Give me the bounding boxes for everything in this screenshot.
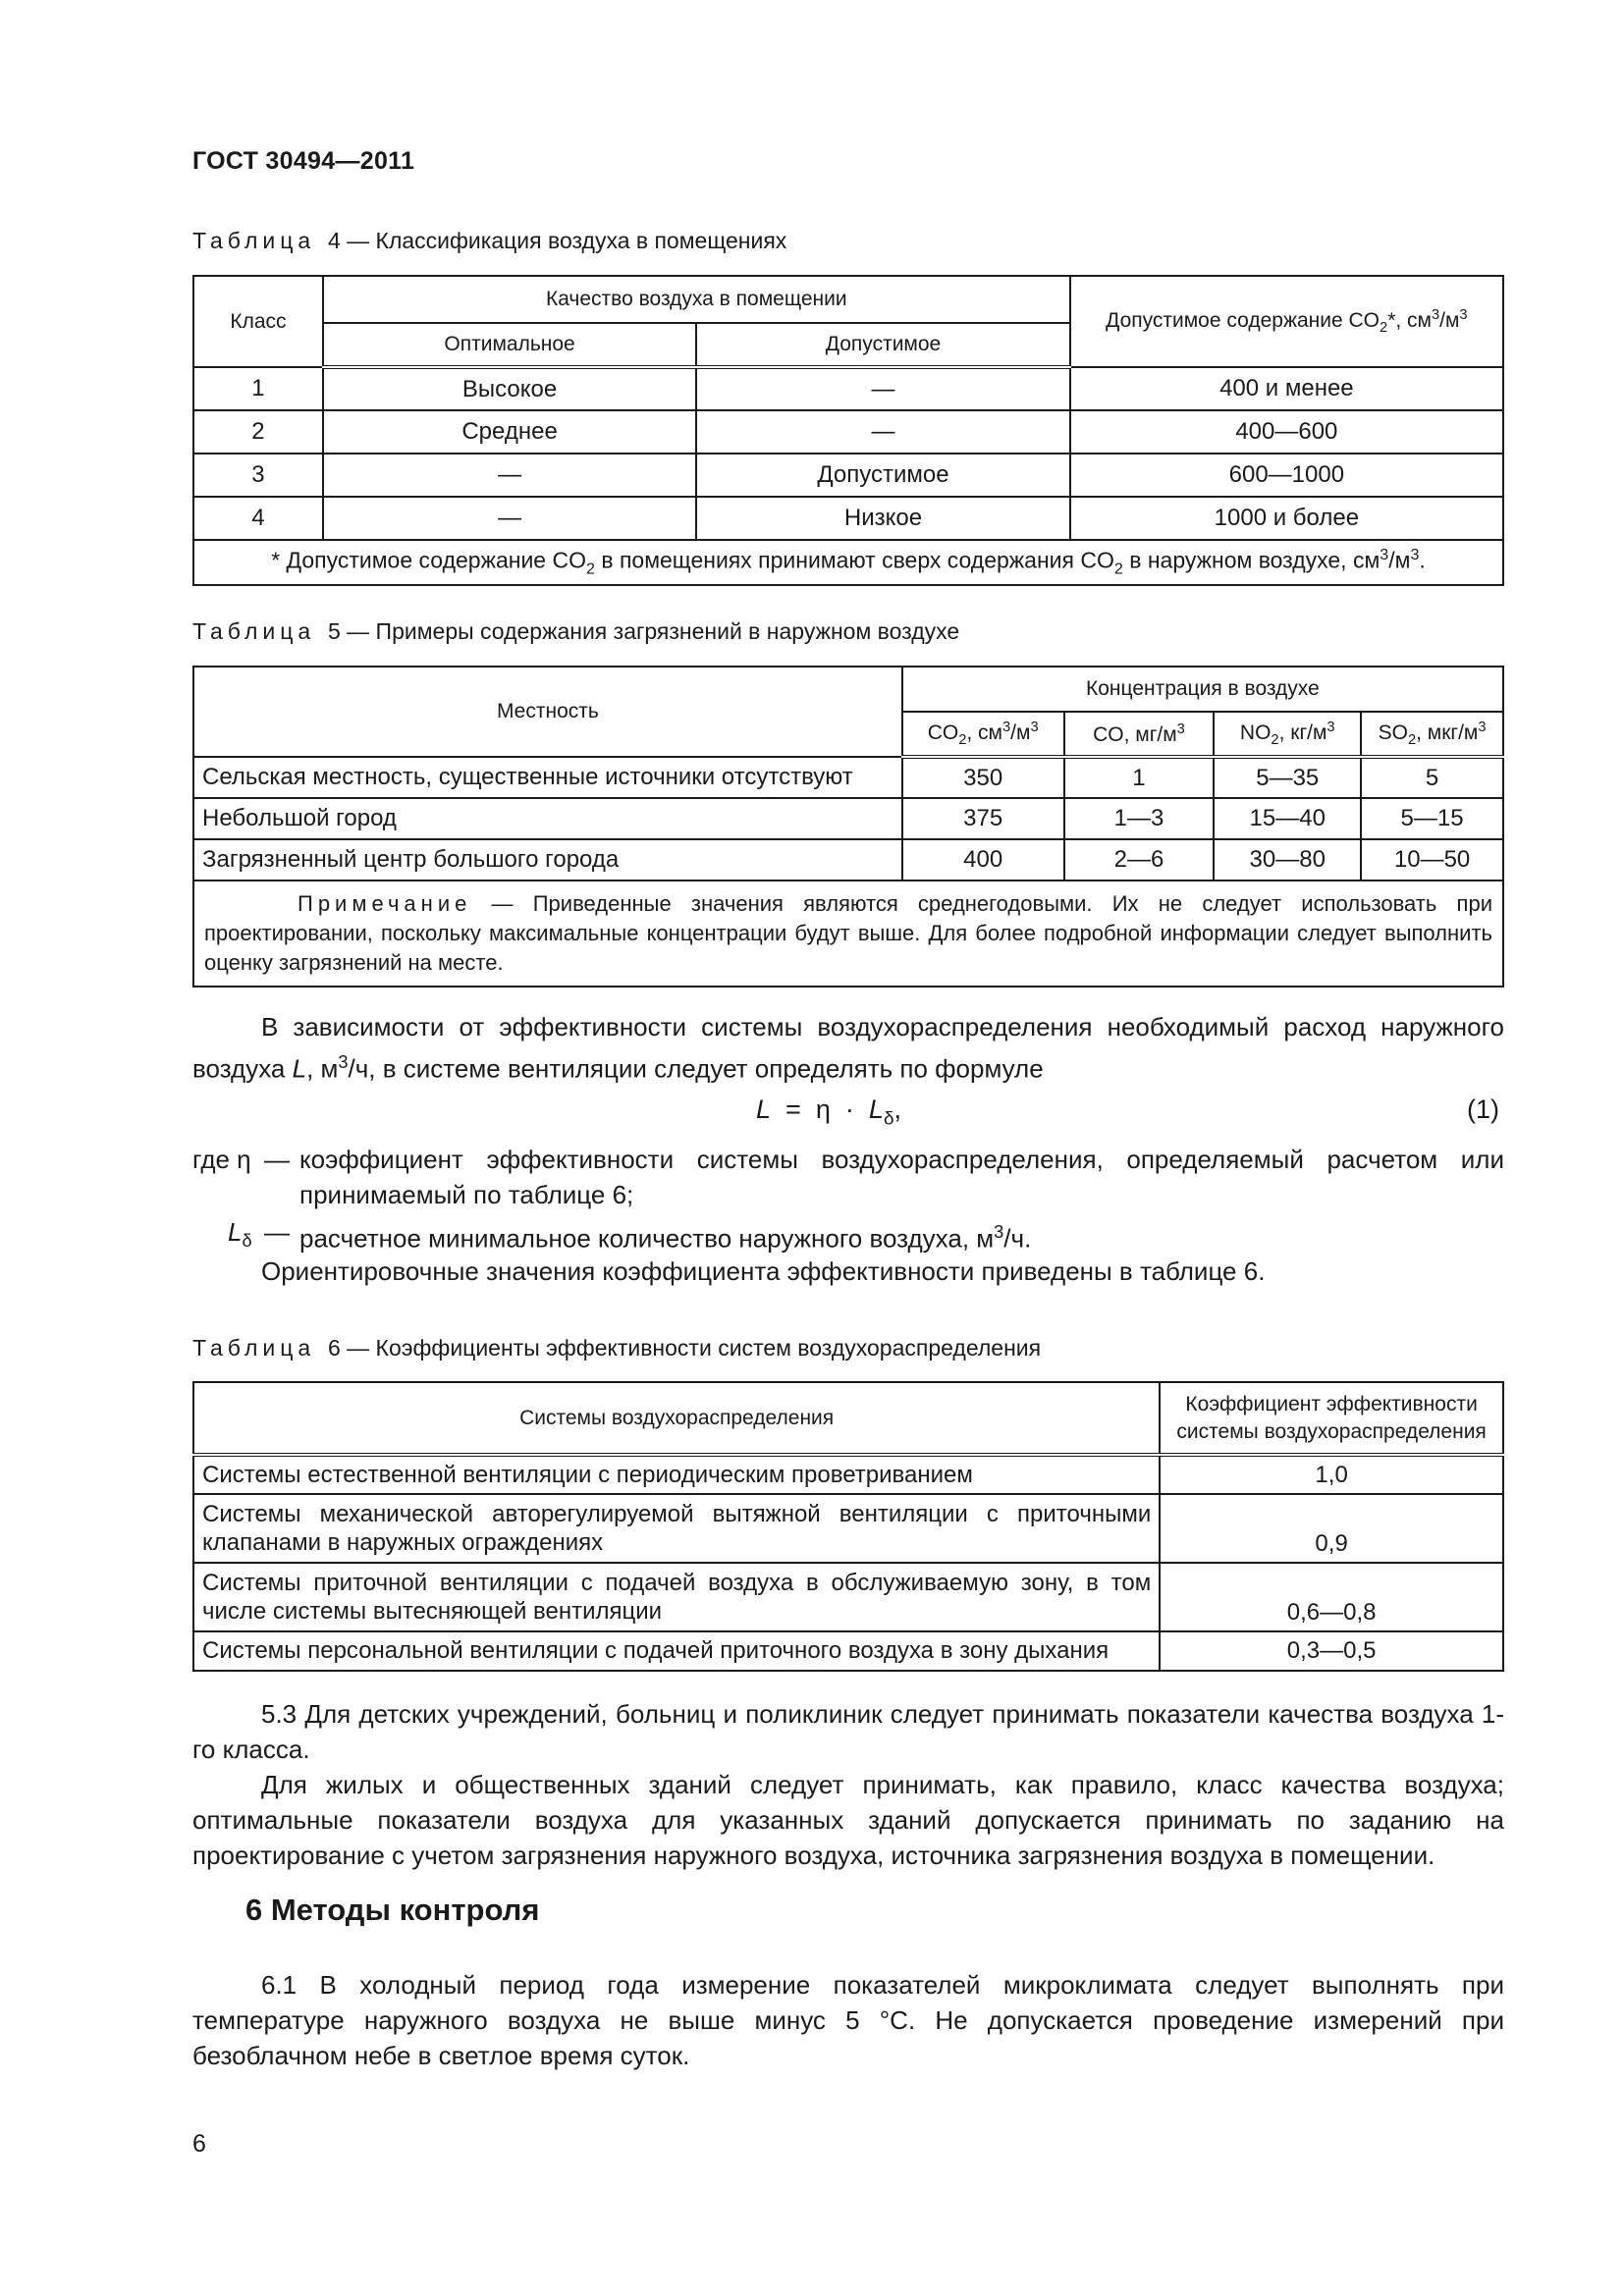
table5-head-locality: Местность — [193, 667, 902, 757]
table4-cell-optimal: Среднее — [323, 410, 696, 454]
table5-cell-co2: 375 — [902, 798, 1064, 839]
where-definition-eta: коэффициент эффективности системы воздухораспределения, определяемый расчетом или принимаемый по таблице 6; — [299, 1145, 1504, 1209]
where-dash-2: — — [264, 1217, 290, 1247]
table-row — [193, 798, 1503, 839]
paragraph-residential: Для жилых и общественных зданий следует принимать, как правило, класс качества воздуха; оптимальные показатели воздуха для указанных зданий допускается принимать по заданию на проектирование с учетом загрязнения наружного воздуха, источника загрязнения воздуха в помещении. — [192, 1770, 1504, 1870]
table4-cell-class: 3 — [193, 454, 323, 497]
table-row — [193, 839, 1503, 881]
table5-cell-no2: 5—35 — [1214, 757, 1361, 798]
document-code: ГОСТ 30494—2011 — [192, 147, 415, 175]
table5-cell-so2: 10—50 — [1361, 839, 1503, 881]
table5-note-text: — Приведенные значения являются среднегодовыми. Их не следует использовать при проектировании, поскольку максимальные концентрации будут выше. Для более подробной информации следует выполнить оценку загрязнений на месте. — [204, 891, 1492, 975]
table4-cell-optimal: Высокое — [323, 367, 696, 410]
paragraph-6-1: 6.1 В холодный период года измерение показателей микроклимата следует выполнять при температуре наружного воздуха не выше минус 5 °С. Не допускается проведение измерений при безоблачном небе в светлое время суток. — [192, 1970, 1504, 2070]
table4-head-optimal: Оптимальное — [323, 323, 696, 367]
table5-note — [193, 881, 1503, 987]
table-row — [193, 1494, 1503, 1563]
table4-cell-permissible: — — [696, 367, 1069, 410]
table6-cell-system: Системы естественной вентиляции с периодическим проветриванием — [193, 1455, 1160, 1494]
table6-head-systems: Системы воздухораспределения — [193, 1382, 1160, 1455]
table5-cell-co2: 350 — [902, 757, 1064, 798]
formula-intro-paragraph: В зависимости от эффективности системы воздухораспределения необходимый расход наружного воздуха L, $м^3/ч$, в системе вентиляции следует определять по формуле — [192, 1012, 1504, 1084]
table4-cell-class: 1 — [193, 367, 323, 410]
table4-caption-word: Таблица — [192, 228, 316, 253]
table4-caption — [192, 228, 786, 254]
table4-cell-class: 2 — [193, 410, 323, 454]
table6-cell-coefficient: 0,9 — [1160, 1494, 1503, 1563]
table6-cell-coefficient: 1,0 — [1160, 1455, 1503, 1494]
table4-cell-co2: 400 и менее — [1070, 367, 1503, 410]
table6-caption-word: Таблица — [192, 1335, 316, 1361]
table5-cell-co: 1 — [1064, 757, 1215, 798]
table-row — [193, 497, 1503, 540]
table4-cell-permissible: — — [696, 410, 1069, 454]
table4-footnote: * Допустимое содержание $CO_2$ в помещениях принимают сверх содержания $CO_2$ в наружном воздухе, $см^3/м^3$. — [193, 540, 1503, 585]
table5-note-word: Примечание — [298, 891, 472, 916]
table-row — [193, 757, 1503, 798]
where-lead: где η — [192, 1145, 251, 1174]
table-row — [193, 1563, 1503, 1631]
table4-head-quality: Качество воздуха в помещении — [323, 276, 1070, 323]
table5-head-co2: $CO_2$, $см^3/м^3$ — [902, 712, 1064, 757]
table5-head-so2: $SO_2$, мкг/$м^3$ — [1361, 712, 1503, 757]
where-symbol-l-delta: $L_\delta$ — [228, 1217, 252, 1252]
table5-cell-no2: 15—40 — [1214, 798, 1361, 839]
section-6-title: 6 Методы контроля — [245, 1893, 540, 1927]
table4-head-co2: Допустимое содержание $CO_2*$, $см^3/м^3$ — [1070, 276, 1503, 367]
table4-head-permissible: Допустимое — [696, 323, 1069, 367]
table4-caption-text: 4 — Классификация воздуха в помещениях — [327, 228, 787, 253]
paragraph-5-3: 5.3 Для детских учреждений, больниц и поликлиник следует принимать показатели качества воздуха 1-го класса. — [192, 1699, 1504, 1764]
table5-caption-word: Таблица — [192, 618, 316, 644]
table5-cell-co: 2—6 — [1064, 839, 1215, 881]
table5-head-co: CO, $мг/м^3$ — [1064, 712, 1215, 757]
table5-caption-text: 5 — Примеры содержания загрязнений в наружном воздухе — [327, 618, 960, 644]
table5-caption — [192, 618, 959, 645]
table5-cell-so2: 5 — [1361, 757, 1503, 798]
table6-head-coefficient: Коэффициент эффективности системы воздухораспределения — [1160, 1382, 1503, 1455]
table-row — [193, 1631, 1503, 1671]
table-row — [193, 367, 1503, 410]
formula-number: (1) — [1467, 1095, 1499, 1124]
table6-cell-coefficient: 0,3—0,5 — [1160, 1631, 1503, 1671]
table4-cell-co2: 1000 и более — [1070, 497, 1503, 540]
table6-caption-text: 6 — Коэффициенты эффективности систем воздухораспределения — [327, 1335, 1042, 1361]
table5-cell-place: Загрязненный центр большого города — [193, 839, 902, 881]
table6 — [192, 1381, 1504, 1672]
table4-cell-class: 4 — [193, 497, 323, 540]
table-row — [193, 410, 1503, 454]
table6-cell-system: Системы персональной вентиляции с подачей приточного воздуха в зону дыхания — [193, 1631, 1160, 1671]
table5-cell-place: Небольшой город — [193, 798, 902, 839]
table4 — [192, 275, 1504, 586]
table6-cell-system: Системы приточной вентиляции с подачей воздуха в обслуживаемую зону, в том числе системы вытесняющей вентиляции — [193, 1563, 1160, 1631]
table5-cell-place: Сельская местность, существенные источники отсутствуют — [193, 757, 902, 798]
page-number: 6 — [192, 2130, 206, 2158]
table4-cell-permissible: Допустимое — [696, 454, 1069, 497]
table-row — [193, 454, 1503, 497]
table-row — [193, 1455, 1503, 1494]
table4-head-class: Класс — [193, 276, 323, 367]
table5-cell-co: 1—3 — [1064, 798, 1215, 839]
table6-cell-system: Системы механической авторегулируемой вытяжной вентиляции с приточными клапанами в наружных ограждениях — [193, 1494, 1160, 1563]
table5-cell-co2: 400 — [902, 839, 1064, 881]
table4-cell-co2: 600—1000 — [1070, 454, 1503, 497]
table4-cell-permissible: Низкое — [696, 497, 1069, 540]
table5-cell-so2: 5—15 — [1361, 798, 1503, 839]
where-dash-1: — — [264, 1145, 290, 1174]
table6-caption — [192, 1335, 1041, 1362]
table6-cell-coefficient: 0,6—0,8 — [1160, 1563, 1503, 1631]
table5-head-no2: $NO_2$, $кг/м^3$ — [1214, 712, 1361, 757]
table6-reference-paragraph: Ориентировочные значения коэффициента эффективности приведены в таблице 6. — [261, 1256, 1266, 1286]
table5-cell-no2: 30—80 — [1214, 839, 1361, 881]
table5-head-concentration: Концентрация в воздухе — [902, 667, 1503, 712]
where-definition-l-delta: расчетное минимальное количество наружного воздуха, $м^3/ч$. — [299, 1222, 1032, 1254]
formula-1: $L = \eta \cdot L_\delta$, — [756, 1095, 901, 1130]
table5 — [192, 666, 1504, 988]
table4-cell-optimal: — — [323, 454, 696, 497]
table4-cell-co2: 400—600 — [1070, 410, 1503, 454]
table4-cell-optimal: — — [323, 497, 696, 540]
